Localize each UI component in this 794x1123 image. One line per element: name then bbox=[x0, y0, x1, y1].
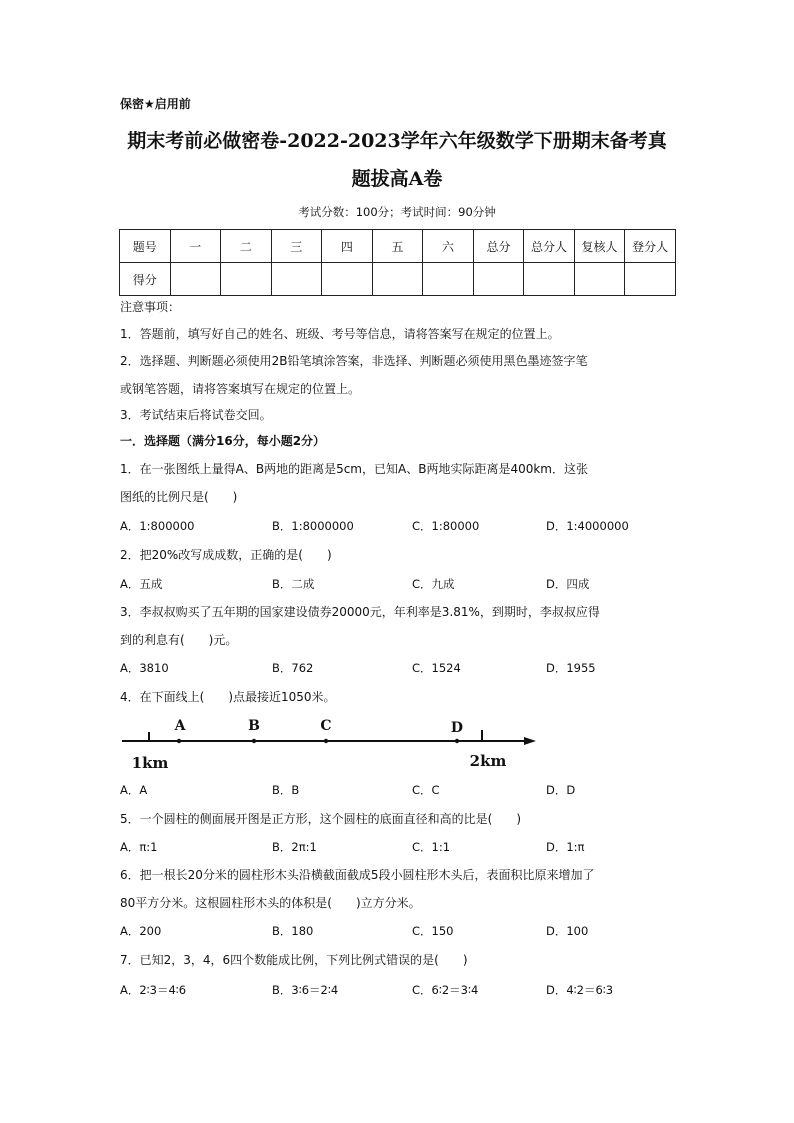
q3-option-d[interactable]: D．1955 bbox=[546, 661, 596, 675]
note-1: 1．答题前，填写好自己的姓名、班级、考号等信息，请将答案写在规定的位置上。 bbox=[120, 327, 560, 341]
q4-option-c[interactable]: C．C bbox=[412, 783, 440, 797]
q2-option-b[interactable]: B．二成 bbox=[272, 577, 315, 591]
score-cell[interactable] bbox=[473, 263, 524, 296]
notes-title: 注意事项： bbox=[120, 300, 181, 314]
score-cell[interactable] bbox=[524, 263, 575, 296]
q5-option-c[interactable]: C．1:1 bbox=[412, 840, 451, 854]
score-header-cell: 复核人 bbox=[574, 230, 625, 263]
score-cell[interactable] bbox=[170, 263, 221, 296]
number-line-arrow bbox=[524, 737, 536, 745]
score-header-cell: 二 bbox=[221, 230, 272, 263]
question-7-text: 7．已知2，3，4，6四个数能成比例，下列比例式错误的是( ) bbox=[120, 953, 468, 967]
score-table-header-row bbox=[120, 230, 676, 263]
score-header-cell: 三 bbox=[271, 230, 322, 263]
question-6-text-cont: 80平方分米。这根圆柱形木头的体积是( )立方分米。 bbox=[120, 896, 421, 910]
q3-option-a[interactable]: A．3810 bbox=[120, 661, 169, 675]
point-c-dot bbox=[324, 739, 328, 743]
note-2-line1: 2．选择题、判断题必须使用2B铅笔填涂答案，非选择、判断题必须使用黑色墨迹签字笔 bbox=[120, 354, 588, 368]
q2-option-d[interactable]: D．四成 bbox=[546, 577, 590, 591]
score-cell[interactable] bbox=[221, 263, 272, 296]
q1-option-c[interactable]: C．1:80000 bbox=[412, 519, 480, 533]
question-5-text: 5．一个圆柱的侧面展开图是正方形，这个圆柱的底面直径和高的比是( ) bbox=[120, 812, 522, 826]
exam-title-line1: 期末考前必做密卷-2022-2023学年六年级数学下册期末备考真 bbox=[127, 130, 667, 152]
exam-title-line2: 题拔高A卷 bbox=[351, 168, 443, 190]
q1-option-a[interactable]: A．1:800000 bbox=[120, 519, 195, 533]
q7-option-b[interactable]: B．3∶6＝2∶4 bbox=[272, 983, 339, 997]
section-heading: 一．选择题（满分16分，每小题2分） bbox=[120, 434, 326, 448]
q3-option-c[interactable]: C．1524 bbox=[412, 661, 461, 675]
q2-option-a[interactable]: A．五成 bbox=[120, 577, 163, 591]
question-2-text: 2．把20%改写成成数，正确的是( ) bbox=[120, 548, 332, 562]
question-3-text: 3．李叔叔购买了五年期的国家建设债券20000元，年利率是3.81%，到期时，李叔叔应得 bbox=[120, 605, 600, 619]
point-d-label: D bbox=[450, 720, 464, 736]
point-a-dot bbox=[177, 739, 181, 743]
score-header-cell: 总分人 bbox=[524, 230, 575, 263]
point-b-label: B bbox=[248, 718, 260, 734]
score-header-cell: 四 bbox=[322, 230, 373, 263]
score-header-cell: 题号 bbox=[120, 230, 171, 263]
question-1-text-cont: 图纸的比例尺是( ) bbox=[120, 490, 238, 504]
q6-option-b[interactable]: B．180 bbox=[272, 924, 314, 938]
q5-option-d[interactable]: D．1:π bbox=[546, 840, 585, 854]
label-2km: 2km bbox=[469, 752, 507, 770]
q5-option-b[interactable]: B．2π:1 bbox=[272, 840, 317, 854]
score-header-cell: 一 bbox=[170, 230, 221, 263]
score-cell[interactable] bbox=[322, 263, 373, 296]
score-header-cell: 六 bbox=[423, 230, 474, 263]
score-table bbox=[119, 229, 676, 296]
score-cell[interactable] bbox=[423, 263, 474, 296]
score-header-cell: 登分人 bbox=[625, 230, 676, 263]
score-header-cell: 总分 bbox=[473, 230, 524, 263]
q7-option-d[interactable]: D．4∶2＝6∶3 bbox=[546, 983, 614, 997]
q6-option-c[interactable]: C．150 bbox=[412, 924, 454, 938]
q4-option-a[interactable]: A．A bbox=[120, 783, 148, 797]
q6-option-d[interactable]: D．100 bbox=[546, 924, 589, 938]
note-2-line2: 或钢笔答题，请将答案填写在规定的位置上。 bbox=[120, 382, 361, 396]
q7-option-a[interactable]: A．2∶3＝4∶6 bbox=[120, 983, 187, 997]
q4-option-b[interactable]: B．B bbox=[272, 783, 300, 797]
point-b-dot bbox=[252, 739, 256, 743]
label-1km: 1km bbox=[131, 754, 169, 772]
score-row-label: 得分 bbox=[120, 263, 171, 296]
point-d-dot bbox=[455, 739, 459, 743]
question-3-text-cont: 到的利息有( )元。 bbox=[120, 633, 238, 647]
point-c-label: C bbox=[320, 718, 332, 734]
exam-info: 考试分数：100分；考试时间：90分钟 bbox=[298, 205, 496, 219]
q6-option-a[interactable]: A．200 bbox=[120, 924, 162, 938]
confidential-label: 保密★启用前 bbox=[120, 97, 191, 111]
q3-option-b[interactable]: B．762 bbox=[272, 661, 314, 675]
q2-option-c[interactable]: C．九成 bbox=[412, 577, 455, 591]
question-1-text: 1．在一张图纸上量得A、B两地的距离是5cm，已知A、B两地实际距离是400km．这张 bbox=[120, 462, 588, 476]
point-a-label: A bbox=[174, 718, 186, 734]
number-line-figure bbox=[118, 712, 558, 774]
score-cell[interactable] bbox=[271, 263, 322, 296]
score-cell[interactable] bbox=[625, 263, 676, 296]
question-6-text: 6．把一根长20分米的圆柱形木头沿横截面截成5段小圆柱形木头后，表面积比原来增加了 bbox=[120, 868, 595, 882]
question-4-text: 4．在下面线上( )点最接近1050米。 bbox=[120, 690, 336, 704]
note-3: 3．考试结束后将试卷交回。 bbox=[120, 408, 272, 422]
q5-option-a[interactable]: A．π:1 bbox=[120, 840, 158, 854]
q7-option-c[interactable]: C．6∶2＝3∶4 bbox=[412, 983, 479, 997]
score-table-score-row bbox=[120, 263, 676, 296]
score-header-cell: 五 bbox=[372, 230, 423, 263]
score-cell[interactable] bbox=[372, 263, 423, 296]
q1-option-b[interactable]: B．1:8000000 bbox=[272, 519, 354, 533]
score-cell[interactable] bbox=[574, 263, 625, 296]
q1-option-d[interactable]: D．1:4000000 bbox=[546, 519, 629, 533]
q4-option-d[interactable]: D．D bbox=[546, 783, 576, 797]
